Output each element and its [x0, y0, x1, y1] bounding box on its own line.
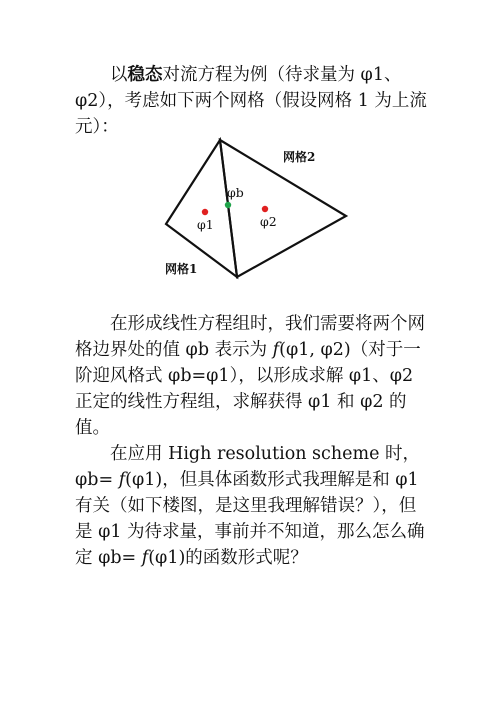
paragraph-2 — [75, 311, 427, 441]
paragraph-3 — [75, 441, 427, 571]
phi-2-point — [262, 206, 268, 212]
p3-func-f2: f — [141, 548, 149, 568]
phi-1-point — [202, 209, 208, 215]
cell-1-label: 网格1 — [165, 262, 198, 276]
p3-text-b: (φ1)，但具体函数形式我理解是和 φ1 有关（如下楼图，是这里我理解错误？），但是 φ1 为待求量，事前并不知道，那么怎么确定 φb= — [75, 470, 425, 568]
p3-text-a: 在应用 High resolution scheme 时，φb= — [75, 444, 420, 490]
phi-b-point — [225, 202, 231, 208]
p2-text-a: 在形成线性方程组时，我们需要将两个网格边界处的值 φb 表示为 — [75, 314, 425, 360]
p3-func-f1: f — [118, 470, 126, 490]
phi-1-label: φ1 — [197, 217, 214, 232]
cell-2-label: 网格2 — [283, 150, 316, 164]
p2-func-f: f — [272, 340, 280, 360]
p3-text-c: (φ1)的函数形式呢？ — [148, 548, 308, 568]
p2-text-b: (φ1, φ2)（对于一阶迎风格式 φb=φ1），以形成求解 φ1、φ2 正定的线性方程组，求解获得 φ1 和 φ2 的值。 — [75, 340, 421, 438]
p1-text-a: 以 — [110, 65, 128, 85]
cell-1-triangle — [166, 140, 237, 277]
p1-text-b: 对流方程为例（待求量为 φ1、φ2），考虑如下两个网格（假设网格 1 为上流元）： — [75, 65, 427, 137]
phi-2-label: φ2 — [260, 214, 277, 229]
p1-bold-steady: 稳态 — [127, 65, 163, 85]
phi-b-label: φb — [227, 185, 244, 200]
